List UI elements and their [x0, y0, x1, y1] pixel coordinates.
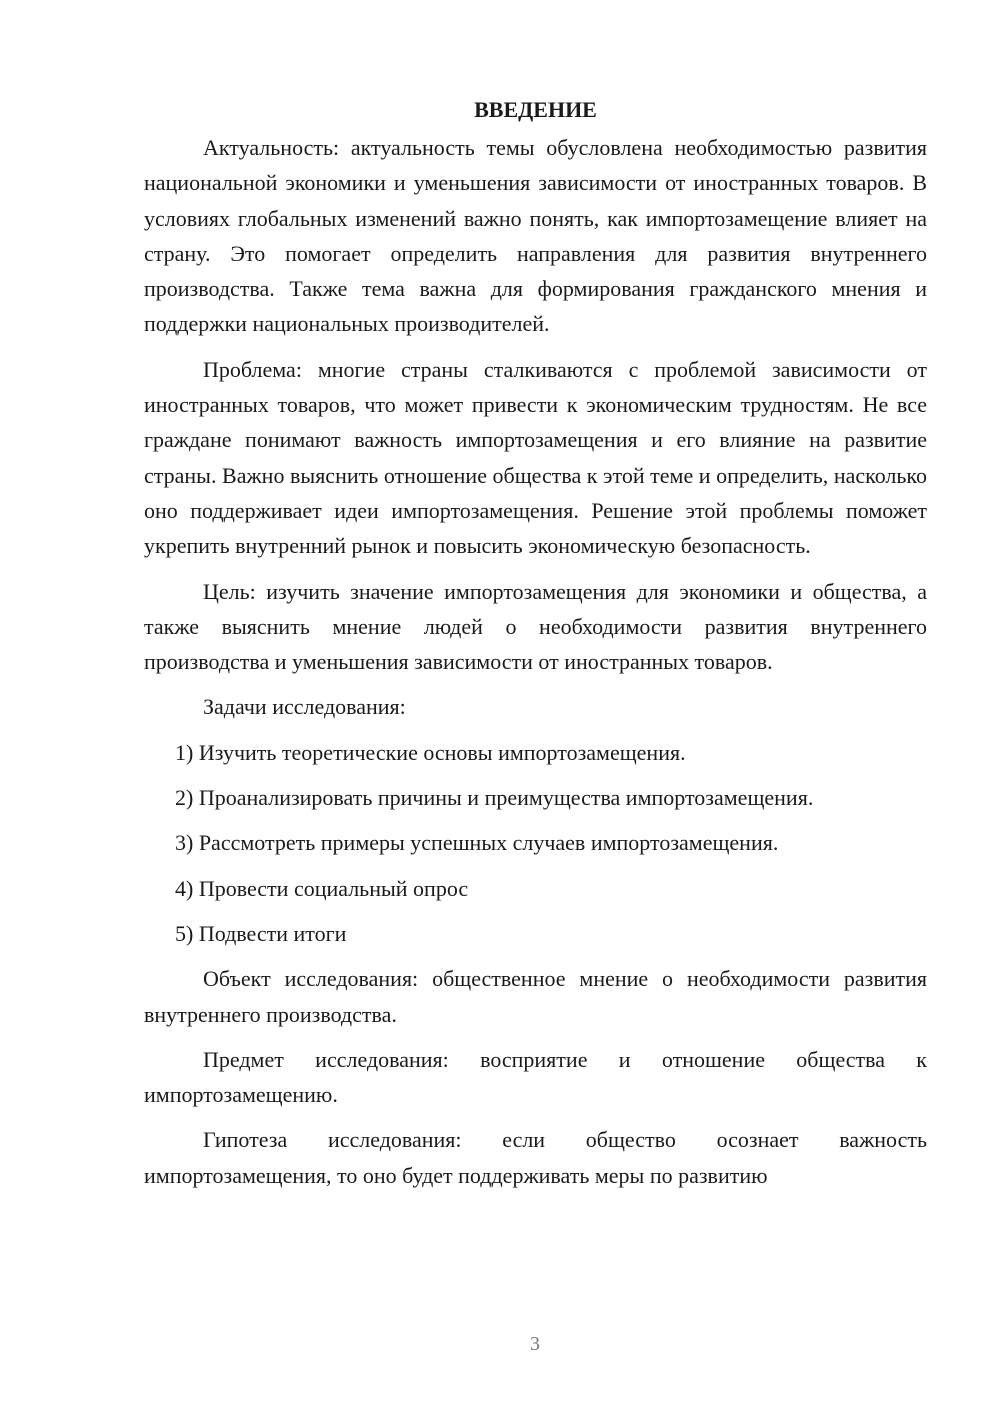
task-item: 3) Рассмотреть примеры успешных случаев импортозамещения. — [175, 830, 779, 856]
document-page — [144, 94, 927, 1203]
task-item: 1) Изучить теоретические основы импортозамещения. — [175, 739, 686, 765]
relevance-paragraph: Актуальность: актуальность темы обусловлена необходимостью развития национальной экономики и уменьшения зависимости от иностранных товаров. В условиях глобальных изменений важно понять, как импортозамещение влияет на страну. Это помогает определить направления для развития внутреннего производства. Также тема важна для формирования гражданского мнения и поддержки национальных производителей. — [144, 135, 927, 337]
problem-paragraph: Проблема: многие страны сталкиваются с проблемой зависимости от иностранных товаров, что может привести к экономическим трудностям. Не все граждане понимают важность импортозамещения и его влияние на развитие страны. Важно выяснить отношение общества к этой теме и определить, насколько оно поддерживает идеи импортозамещения. Решение этой проблемы поможет укрепить внутренний рынок и повысить экономическую безопасность. — [144, 356, 927, 559]
goal-paragraph: Цель: изучить значение импортозамещения для экономики и общества, а также выяснить мнение людей о необходимости развития внутреннего производства и уменьшения зависимости от иностранных товаров. — [144, 578, 927, 675]
tasks-list — [144, 735, 927, 951]
tasks-heading: Задачи исследования: — [203, 694, 406, 720]
section-title: ВВЕДЕНИЕ — [474, 97, 597, 122]
task-item: 5) Подвести итоги — [175, 920, 347, 946]
hypothesis-paragraph: Гипотеза исследования: если общество осознает важность импортозамещения, то оно будет поддерживать меры по развитию — [144, 1127, 927, 1188]
page-number: 3 — [530, 1333, 540, 1355]
subject-paragraph: Предмет исследования: восприятие и отношение общества к импортозамещению. — [144, 1046, 927, 1108]
task-item: 4) Провести социальный опрос — [175, 875, 469, 901]
object-paragraph: Объект исследования: общественное мнение о необходимости развития внутреннего производства. — [144, 966, 927, 1027]
task-item: 2) Проанализировать причины и преимущества импортозамещения. — [175, 785, 814, 811]
